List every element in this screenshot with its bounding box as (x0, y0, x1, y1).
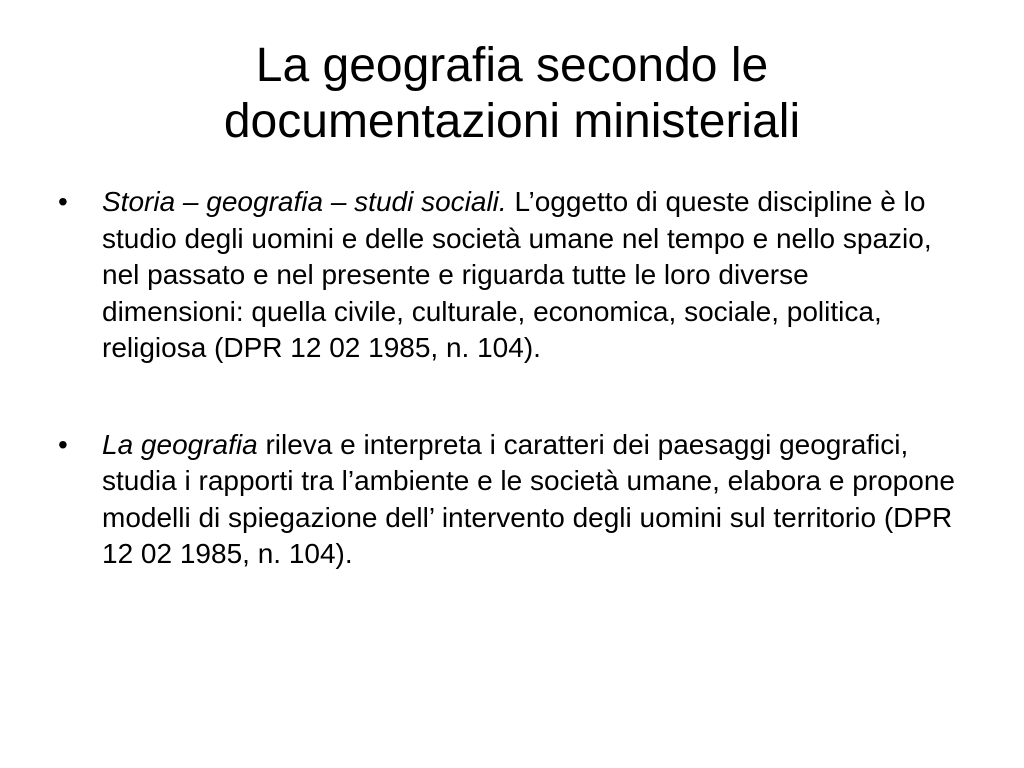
slide-title (60, 38, 964, 150)
slide-title-line-1: La geografia secondo le (255, 39, 769, 92)
bullet-item-geografia (58, 427, 958, 573)
bullet-italic-lead: La geografia (102, 428, 258, 460)
bullet-icon: • (58, 428, 68, 460)
bullet-list (58, 184, 958, 573)
bullet-item-storia (58, 184, 958, 367)
slide-title-line-2: documentazioni ministeriali (223, 95, 801, 148)
bullet-icon: • (58, 186, 68, 217)
bullet-body-text: L’oggetto di queste discipline è lo studio degli uomini e delle società umane nel tempo e nello spazio, nel passato e nel presente e riguarda tutte le loro diverse dimensioni: quella civile, culturale, economica, sociale, politica, religiosa (DPR 12 02 1985, n. 104). (102, 186, 932, 363)
bullet-body-text: rileva e interpreta i caratteri dei paesaggi geografici, studia i rapporti tra l’ambiente e le società umane, elabora e propone modelli di spiegazione dell’ intervento degli uomini sul territorio (DPR 12 02 1985, n. 104). (102, 428, 955, 569)
bullet-italic-lead: Storia – geografia – studi sociali. (102, 186, 507, 217)
